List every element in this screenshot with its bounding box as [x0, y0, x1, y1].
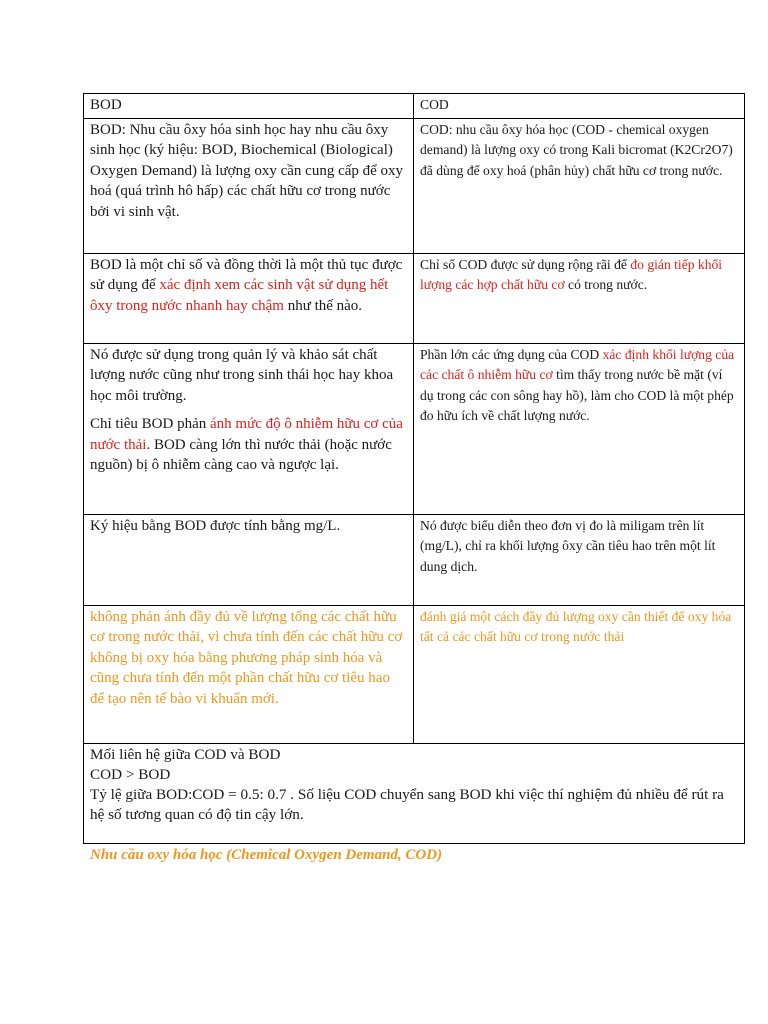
bod-definition: BOD: Nhu cầu ôxy hóa sinh học hay nhu cầu ôxy sinh học (ký hiệu: BOD, Biochemical (Biological) Oxygen Demand) là lượng oxy cần cung cấp để oxy hoá (quá trình hô hấp) các chất hữu cơ trong nước bởi vi sinh vật. — [84, 118, 414, 253]
table-row — [84, 514, 745, 605]
bod-unit: Ký hiệu bằng BOD được tính bằng mg/L. — [84, 514, 414, 605]
relation-cell — [84, 743, 745, 843]
table-header-row — [84, 94, 745, 119]
cod-usage-text-end: tìm thấy trong nước bề mặt (ví dụ trong các con sông hay hồ), làm cho COD là một phép đo hữu ích về chất lượng nước. — [420, 367, 734, 423]
relation-row — [84, 743, 745, 843]
relation-inequality: COD > BOD — [90, 765, 171, 783]
bod-usage-highlight: ánh mức độ ô nhiễm hữu cơ của nước thải — [90, 416, 403, 453]
bod-purpose-highlight: xác định xem các sinh vật sử dụng hết ôxy trong nước nhanh hay chậm — [90, 277, 389, 314]
cod-definition: COD: nhu cầu ôxy hóa học (COD - chemical oxygen demand) là lượng oxy có trong Kali bicromat (K2Cr2O7) đã dùng để oxy hoá (phân hủy) chất hữu cơ trong nước. — [414, 118, 745, 253]
relation-ratio: Tỷ lệ giữa BOD:COD = 0.5: 0.7 . Số liệu COD chuyển sang BOD khi việc thí nghiệm đủ nhiều để rút ra hệ số tương quan có độ tin cậy lớn. — [90, 785, 724, 823]
cod-unit: Nó được biểu diễn theo đơn vị đo là miligam trên lít (mg/L), chỉ ra khối lượng ôxy cần tiêu hao trên một lít dung dịch. — [414, 514, 745, 605]
cod-purpose-text-end: có trong nước. — [564, 277, 648, 292]
bod-limitation: không phản ánh đầy đủ về lượng tổng các chất hữu cơ trong nước thải, vì chưa tính đến các chất hữu cơ không bị oxy hóa bằng phương pháp sinh hóa và cũng chưa tính đến một phần chất hữu cơ tiêu hao để tạo nên tế bào vi khuẩn mới. — [84, 605, 414, 743]
cod-advantage: đánh giá một cách đầy đủ lượng oxy cần thiết để oxy hóa tất cả các chất hữu cơ trong nước thải — [414, 605, 745, 743]
section-heading: Nhu cầu oxy hóa học (Chemical Oxygen Demand, COD) — [90, 847, 443, 863]
bod-usage-para2 — [90, 414, 407, 476]
relation-title: Mối liên hệ giữa COD và BOD — [90, 745, 281, 763]
cod-usage-text: Phần lớn các ứng dụng của COD — [420, 346, 603, 362]
bod-usage — [84, 343, 414, 514]
header-bod: BOD — [84, 94, 414, 119]
bod-purpose — [84, 253, 414, 343]
table-row — [84, 253, 745, 343]
cod-usage — [414, 343, 745, 514]
table-row — [84, 118, 745, 253]
bod-usage-text: Chỉ tiêu BOD phản — [90, 416, 210, 432]
comparison-table — [83, 93, 745, 844]
bod-purpose-text: BOD là một chỉ số và đồng thời là một thủ tục được sử dụng để — [90, 256, 403, 293]
cod-usage-highlight: xác định khối lượng của các chất ô nhiễm hữu cơ — [420, 346, 735, 382]
table-row — [84, 343, 745, 514]
bod-purpose-text-end: như thế nào. — [283, 297, 363, 314]
cod-purpose-text: Chỉ số COD được sử dụng rộng rãi để — [420, 256, 631, 272]
cod-purpose — [414, 253, 745, 343]
bod-usage-para1: Nó được sử dụng trong quản lý và khảo sát chất lượng nước cũng như trong sinh thái học hay khoa học môi trường. — [90, 346, 394, 404]
bod-usage-text-end: . BOD càng lớn thì nước thải (hoặc nước nguồn) bị ô nhiễm càng cao và ngược lại. — [90, 436, 392, 473]
cod-purpose-highlight: đo gián tiếp khối lượng các hợp chất hữu cơ — [420, 256, 723, 292]
table-row — [84, 605, 745, 743]
header-cod: COD — [414, 94, 745, 119]
